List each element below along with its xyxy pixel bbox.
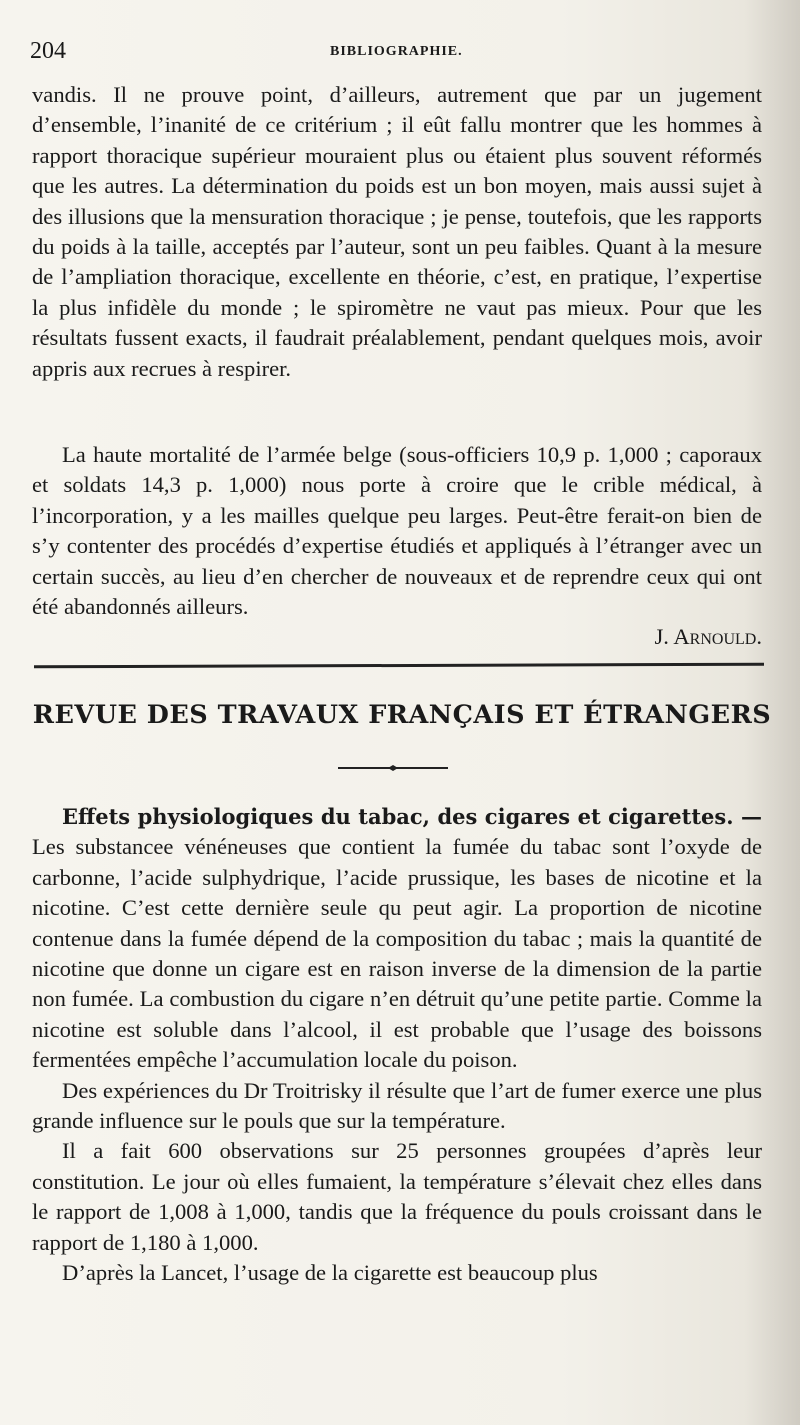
bibliography-review [32, 80, 762, 384]
author-name: J. Arnould. [654, 624, 762, 650]
article-title: Effets physiologiques du tabac, des cigares et cigarettes. — [62, 804, 762, 829]
author-signature [32, 622, 762, 652]
article-paragraph-4: D’après la Lancet, l’usage de la cigarette est beaucoup plus [62, 1260, 598, 1286]
running-head: BIBLIOGRAPHIE. [330, 44, 463, 59]
bibliography-paragraph-1: vandis. Il ne prouve point, d’ailleurs, autrement que par un jugement d’ensemble, l’inanité de ce critérium ; il eût fallu montrer que les hommes à rapport thoracique supérieur mouraient plus ou étaient plus souvent réformés que les autres. La détermination du poids est un bon moyen, mais aussi sujet à des illusions que la mensuration thoracique ; je pense, toutefois, que les rapports du poids à la taille, acceptés par l’auteur, sont un peu faibles. Quant à la mesure de l’ampliation thoracique, excellente en théorie, c’est, en pratique, l’expertise la plus infidèle du monde ; le spiromètre ne vaut pas mieux. Pour que les résultats fussent exacts, il faudrait préalablement, pendant quelques mois, avoir appris aux recrues à respirer. [32, 82, 762, 381]
section-divider-rule [34, 663, 764, 669]
article-paragraph-1-text: Les substancee vénéneuses que contient la fumée du tabac sont l’oxyde de carbonne, l’acide sulphydrique, l’acide prussique, les bases de nicotine et la nicotine. C’est cette dernière seule qu peut agir. La proportion de nicotine contenue dans la fumée dépend de la composition du tabac ; mais la quantité de nicotine que donne un cigare est en raison inverse de la dimension de la partie non fumée. La combustion du cigare n’en détruit qu’une petite partie. Comme la nicotine est soluble dans l’alcool, il est probable que l’usage des boissons fermentées empêche l’accumulation locale du poison. [32, 834, 762, 1073]
page-number: 204 [30, 38, 66, 64]
article-body [32, 802, 762, 1289]
section-title: REVUE DES TRAVAUX FRANÇAIS ET ÉTRANGERS [32, 700, 772, 730]
bibliography-conclusion [32, 440, 762, 653]
article-paragraph-2: Des expériences du Dr Troitrisky il résulte que l’art de fumer exerce une plus grande influence sur le pouls que sur la température. [32, 1077, 762, 1134]
ornament-dash [338, 764, 448, 772]
bibliography-paragraph-2: La haute mortalité de l’armée belge (sous-officiers 10,9 p. 1,000 ; caporaux et soldats 14,3 p. 1,000) nous porte à croire que le crible médical, à l’incorporation, y a les mailles quelque peu larges. Peut-être ferait-on bien de s’y contenter des procédés d’expertise étudiés et appliqués à l’étranger avec un certain succès, au lieu d’en chercher de nouveaux et de reprendre ceux qui ont été abandonnés ailleurs. [32, 442, 762, 620]
article-paragraph-3: Il a fait 600 observations sur 25 personnes groupées d’après leur constitution. Le jour où elles fumaient, la température s’élevait chez elles dans le rapport de 1,008 à 1,000, tandis que la fréquence du pouls croissant dans le rapport de 1,180 à 1,000. [32, 1138, 762, 1255]
article-paragraph-1 [32, 802, 762, 1076]
page-header [30, 38, 770, 72]
